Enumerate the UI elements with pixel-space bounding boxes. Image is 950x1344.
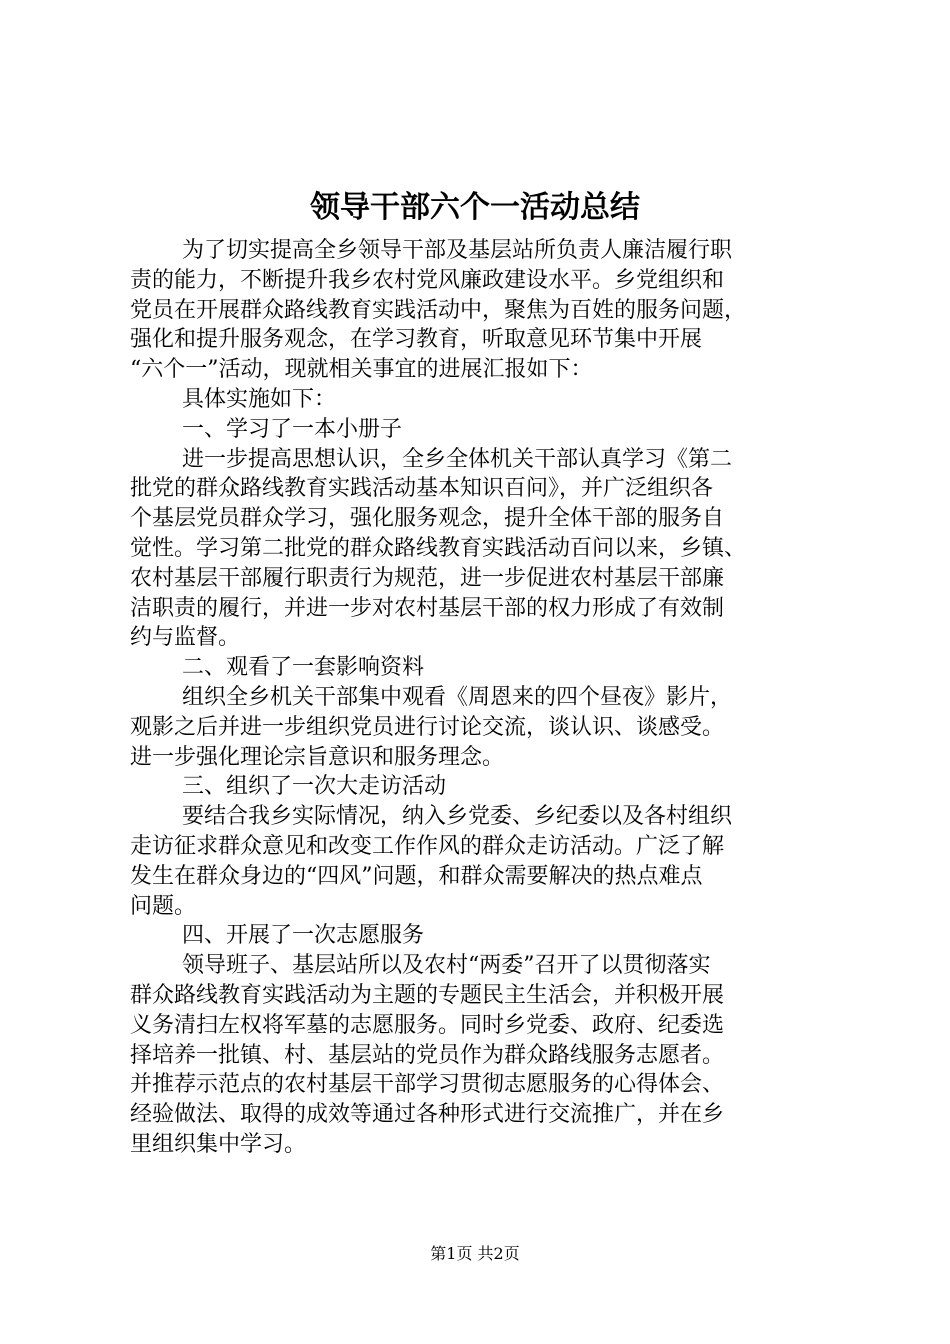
- text-line: 群众路线教育实践活动为主题的专题民主生活会，并积极开展: [130, 982, 725, 1008]
- text-line: “六个一”活动，现就相关事宜的进展汇报如下：: [130, 357, 593, 383]
- text-line: 二、观看了一套影响资料: [182, 655, 425, 681]
- text-line: 洁职责的履行，并进一步对农村基层干部的权力形成了有效制: [130, 595, 725, 621]
- text-line: 农村基层干部履行职责行为规范，进一步促进农村基层干部廉: [130, 565, 725, 591]
- text-line: 约与监督。: [130, 625, 241, 651]
- text-line: 进一步强化理论宗旨意识和服务理念。: [130, 744, 505, 770]
- text-line: 为了切实提高全乡领导干部及基层站所负责人廉洁履行职: [182, 238, 733, 263]
- text-line: 观影之后并进一步组织党员进行讨论交流，谈认识、谈感受。: [130, 714, 725, 740]
- text-line: 问题。: [130, 893, 197, 919]
- text-line: 择培养一批镇、村、基层站的党员作为群众路线服务志愿者。: [130, 1042, 725, 1068]
- text-line: 走访征求群众意见和改变工作作风的群众走访活动。广泛了解: [130, 833, 725, 859]
- text-line: 进一步提高思想认识，全乡全体机关干部认真学习《第二: [182, 446, 733, 472]
- document-title: 领导干部六个一活动总结: [310, 190, 640, 225]
- text-line: 责的能力，不断提升我乡农村党风廉政建设水平。乡党组织和: [130, 267, 725, 293]
- text-lines: [130, 236, 830, 1160]
- text-line: 强化和提升服务观念，在学习教育，听取意见环节集中开展: [130, 327, 703, 353]
- text-line: 里组织集中学习。: [130, 1131, 307, 1157]
- text-line: 三、组织了一次大走访活动: [182, 774, 447, 800]
- text-line: 发生在群众身边的“四风”问题，和群众需要解决的热点难点: [130, 863, 703, 889]
- text-line: 党员在开展群众路线教育实践活动中，聚焦为百姓的服务问题，: [130, 297, 747, 323]
- text-line: 经验做法、取得的成效等通过各种形式进行交流推广，并在乡: [130, 1102, 725, 1128]
- text-line: 并推荐示范点的农村基层干部学习贯彻志愿服务的心得体会、: [130, 1072, 725, 1098]
- text-line: 一、学习了一本小册子: [182, 416, 403, 442]
- text-line: 领导班子、基层站所以及农村“两委”召开了以贯彻落实: [182, 953, 711, 979]
- page-footer: 第1页 共2页: [430, 1244, 520, 1263]
- document-body: [130, 236, 830, 1160]
- text-line: 觉性。学习第二批党的群众路线教育实践活动百问以来，乡镇、: [130, 535, 747, 561]
- text-line: 个基层党员群众学习，强化服务观念，提升全体干部的服务自: [130, 506, 725, 532]
- text-line: 组织全乡机关干部集中观看《周恩来的四个昼夜》影片，: [182, 684, 733, 710]
- text-line: 批党的群众路线教育实践活动基本知识百问》，并广泛组织各: [130, 476, 714, 502]
- text-line: 具体实施如下：: [182, 386, 337, 412]
- text-line: 要结合我乡实际情况，纳入乡党委、乡纪委以及各村组织: [182, 804, 733, 830]
- text-line: 四、开展了一次志愿服务: [182, 923, 425, 949]
- text-line: 义务清扫左权将军墓的志愿服务。同时乡党委、政府、纪委选: [130, 1012, 725, 1038]
